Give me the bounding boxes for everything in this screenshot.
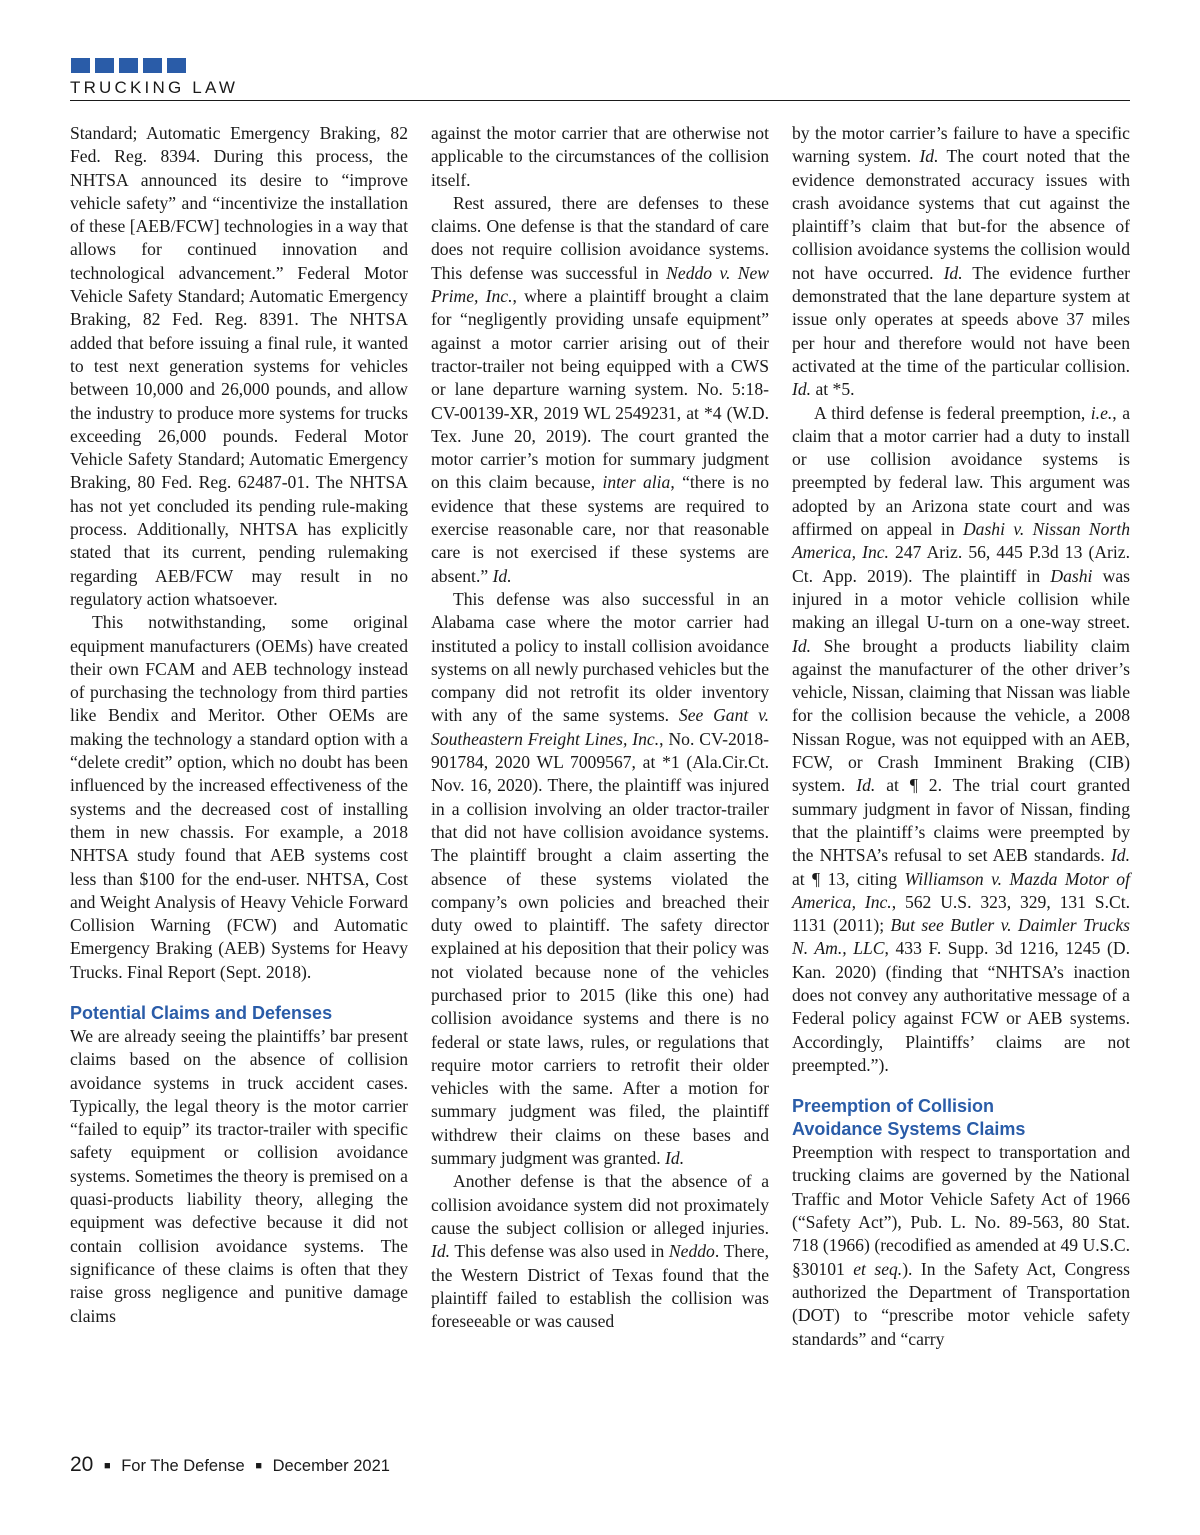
footer-separator-icon: ■ (103, 1460, 111, 1472)
page-footer (70, 1453, 390, 1477)
header-square-bar (71, 58, 186, 73)
header-square (167, 58, 186, 73)
text-column-2 (431, 122, 769, 1333)
page-number: 20 (70, 1453, 94, 1476)
body-paragraph: Another defense is that the absence of a collision avoidance system did not proximately cause the subject collision or alleged injuries. Id. This defense was also used in Neddo. There, the Western District of Texas found that the plaintiff failed to establish the collision was foreseeable or was caused (431, 1171, 769, 1332)
body-paragraph: Preemption with respect to transportation and trucking claims are governed by the National Traffic and Motor Vehicle Safety Act of 1966 (“Safety Act”), Pub. L. No. 89-563, 80 Stat. 718 (1966) (recodified as amended at 49 U.S.C. §30101 et seq.). In the Safety Act, Congress authorized the Department of Transportation (DOT) to “prescribe motor vehicle safety standards” and “carry (792, 1142, 1130, 1349)
body-paragraph: Standard; Automatic Emergency Braking, 82 Fed. Reg. 8394. During this process, the NHTSA announced its desire to “improve vehicle safety” and “incentivize the installation of these [AEB/FCW] technologies in a way that allows for continued innovation and technological advancement.” Federal Motor Vehicle Safety Standard; Automatic Emergency Braking, 82 Fed. Reg. 8391. The NHTSA added that before issuing a final rule, it wanted to test next generation systems for vehicles between 10,000 and 26,000 pounds, and allow the industry to produce more systems for trucks exceeding 26,000 pounds. Federal Motor Vehicle Safety Standard; Automatic Emergency Braking, 80 Fed. Reg. 62487-01. The NHTSA has not yet concluded its pending rule-making process. Additionally, NHTSA has explicitly stated that its current, pending rulemaking regarding AEB/FCW may result in no regulatory action whatsoever. (70, 123, 408, 609)
header-rule (70, 100, 1130, 101)
body-paragraph: This notwithstanding, some original equipment manufacturers (OEMs) have created their own FCAM and AEB technology instead of purchasing the technology from third parties like Bendix and Meritor. Other OEMs are making the technology a standard option with a “delete credit” option, which no doubt has been influenced by the increased effectiveness of the systems and the decreased cost of installing them in new chassis. For example, a 2018 NHTSA study found that AEB systems cost less than $100 for the end-user. NHTSA, Cost and Weight Analysis of Heavy Vehicle Forward Collision Warning (FCW) and Automatic Emergency Braking (AEB) Systems for Heavy Trucks. Final Report (Sept. 2018). (70, 612, 408, 982)
body-paragraph: by the motor carrier’s failure to have a specific warning system. Id. The court noted that the evidence demonstrated accuracy issues with crash avoidance systems that cut against the plaintiff’s claim that but-for the absence of collision avoidance systems the collision would not have occurred. Id. The evidence further demonstrated that the lane departure system at issue only operates at speeds above 37 miles per hour and therefore would not have been activated at the time of the particular collision. Id. at *5. (792, 123, 1130, 400)
body-paragraph: against the motor carrier that are otherwise not applicable to the circumstances of the collision itself. (431, 123, 769, 190)
publication-name: For The Defense (121, 1457, 245, 1475)
header-square (71, 58, 90, 73)
issue-date: December 2021 (272, 1457, 390, 1475)
header-square (119, 58, 138, 73)
text-column-3 (792, 122, 1130, 1351)
section-heading: Preemption of Collision Avoidance Systems Claims (792, 1096, 1026, 1140)
body-paragraph: A third defense is federal preemption, i.e., a claim that a motor carrier had a duty to install or use collision avoidance systems is preempted by federal law. This argument was adopted by an Arizona state court and was affirmed on appeal in Dashi v. Nissan North America, Inc. 247 Ariz. 56, 445 P.3d 13 (Ariz. Ct. App. 2019). The plaintiff in Dashi was injured in a motor vehicle collision while making an illegal U-turn on a one-way street. Id. She brought a products liability claim against the manufacturer of the other driver’s vehicle, Nissan, claiming that Nissan was liable for the collision because the vehicle, a 2008 Nissan Rogue, was not equipped with an AEB, FCW, or Crash Imminent Braking (CIB) system. Id. at ¶ 2. The trial court granted summary judgment in favor of Nissan, finding that the plaintiff’s claims were preempted by the NHTSA’s refusal to set AEB standards. Id. at ¶ 13, citing Williamson v. Mazda Motor of America, Inc., 562 U.S. 323, 329, 131 S.Ct. 1131 (2011); But see Butler v. Daimler Trucks N. Am., LLC, 433 F. Supp. 3d 1216, 1245 (D. Kan. 2020) (finding that “NHTSA’s inaction does not convey any authoritative message of a Federal policy against FCW or AEB systems. Accordingly, Plaintiffs’ claims are not preempted.”). (792, 402, 1131, 1075)
body-paragraph: Rest assured, there are defenses to these claims. One defense is that the standard of care does not require collision avoidance systems. This defense was successful in Neddo v. New Prime, Inc., where a plaintiff brought a claim for “negligently providing unsafe equipment” against a motor carrier arising out of their tractor-trailer not being equipped with a CWS or lane departure warning system. No. 5:18-CV-00139-XR, 2019 WL 2549231, at *4 (W.D. Tex. June 20, 2019). The court granted the motor carrier’s motion for summary judgment on this claim because, inter alia, “there is no evidence that these systems are required to exercise reasonable care, nor that reasonable care is not exercised if these systems are absent.” Id. (431, 192, 770, 586)
section-label: TRUCKING LAW (70, 78, 239, 97)
header-square (143, 58, 162, 73)
body-paragraph: We are already seeing the plaintiffs’ bar present claims based on the absence of collision avoidance systems in truck accident cases. Typically, the legal theory is the motor carrier “failed to equip” its tractor-trailer with specific safety equipment or collision avoidance systems. Sometimes the theory is premised on a quasi-products liability theory, alleging the equipment was defective because it did not contain collision avoidance systems. The significance of these claims is often that they raise gross negligence and punitive damage claims (70, 1025, 408, 1326)
section-heading: Potential Claims and Defenses (70, 1002, 333, 1023)
header-square (95, 58, 114, 73)
footer-separator-icon: ■ (255, 1460, 262, 1472)
body-paragraph: This defense was also successful in an Alabama case where the motor carrier had instituted a policy to install collision avoidance systems on all newly purchased vehicles but the company did not retrofit its older inventory with any of the same systems. See Gant v. Southeastern Freight Lines, Inc., No. CV-2018-901784, 2020 WL 7009567, at *1 (Ala.Cir.Ct. Nov. 16, 2020). There, the plaintiff was injured in a collision involving an older tractor-trailer that did not have collision avoidance systems. The plaintiff brought a claim asserting the absence of these systems violated the company’s own policies and breached their duty owed to plaintiff. The safety director explained at his deposition that their policy was not violated because none of the vehicles purchased prior to 2015 (like this one) had collision avoidance systems and there is no federal or state laws, rules, or regulations that require motor carriers to retrofit their older vehicles with the same. After a motion for summary judgment was filed, the plaintiff withdrew their claims on these bases and summary judgment was granted. Id. (431, 588, 770, 1169)
text-column-1 (70, 122, 408, 1328)
